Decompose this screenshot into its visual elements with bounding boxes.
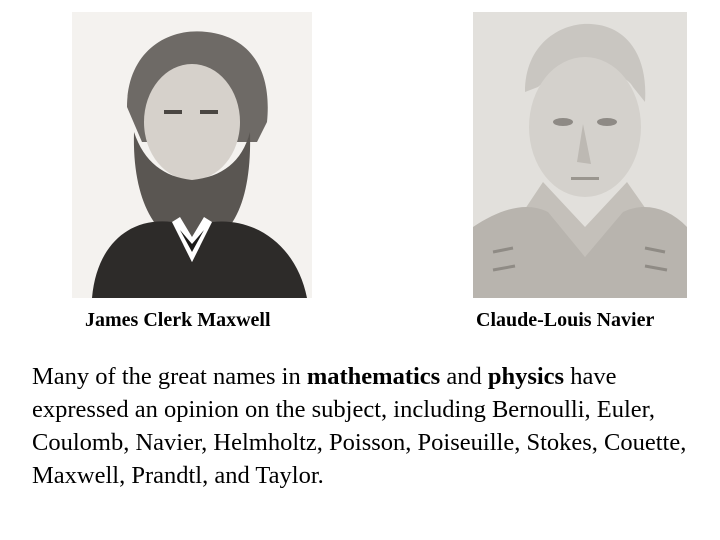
paragraph-text: Many of the great names in bbox=[32, 363, 307, 390]
paragraph-text: and bbox=[440, 363, 488, 390]
navier-bust-image bbox=[473, 12, 687, 298]
maxwell-caption: James Clerk Maxwell bbox=[85, 309, 271, 331]
paragraph-text: have expressed an opinion on the subject, including Bernoulli, Euler, Coulomb, Navier, Helmholtz, Poisson, Poiseuille, Stokes, Couette, Maxwell, Prandtl, and Taylor. bbox=[32, 363, 687, 489]
body-paragraph bbox=[32, 360, 702, 492]
navier-caption: Claude-Louis Navier bbox=[476, 309, 655, 331]
emphasis-mathematics: mathematics bbox=[306, 363, 441, 390]
maxwell-portrait-image bbox=[72, 12, 312, 298]
emphasis-physics: physics bbox=[487, 363, 565, 390]
